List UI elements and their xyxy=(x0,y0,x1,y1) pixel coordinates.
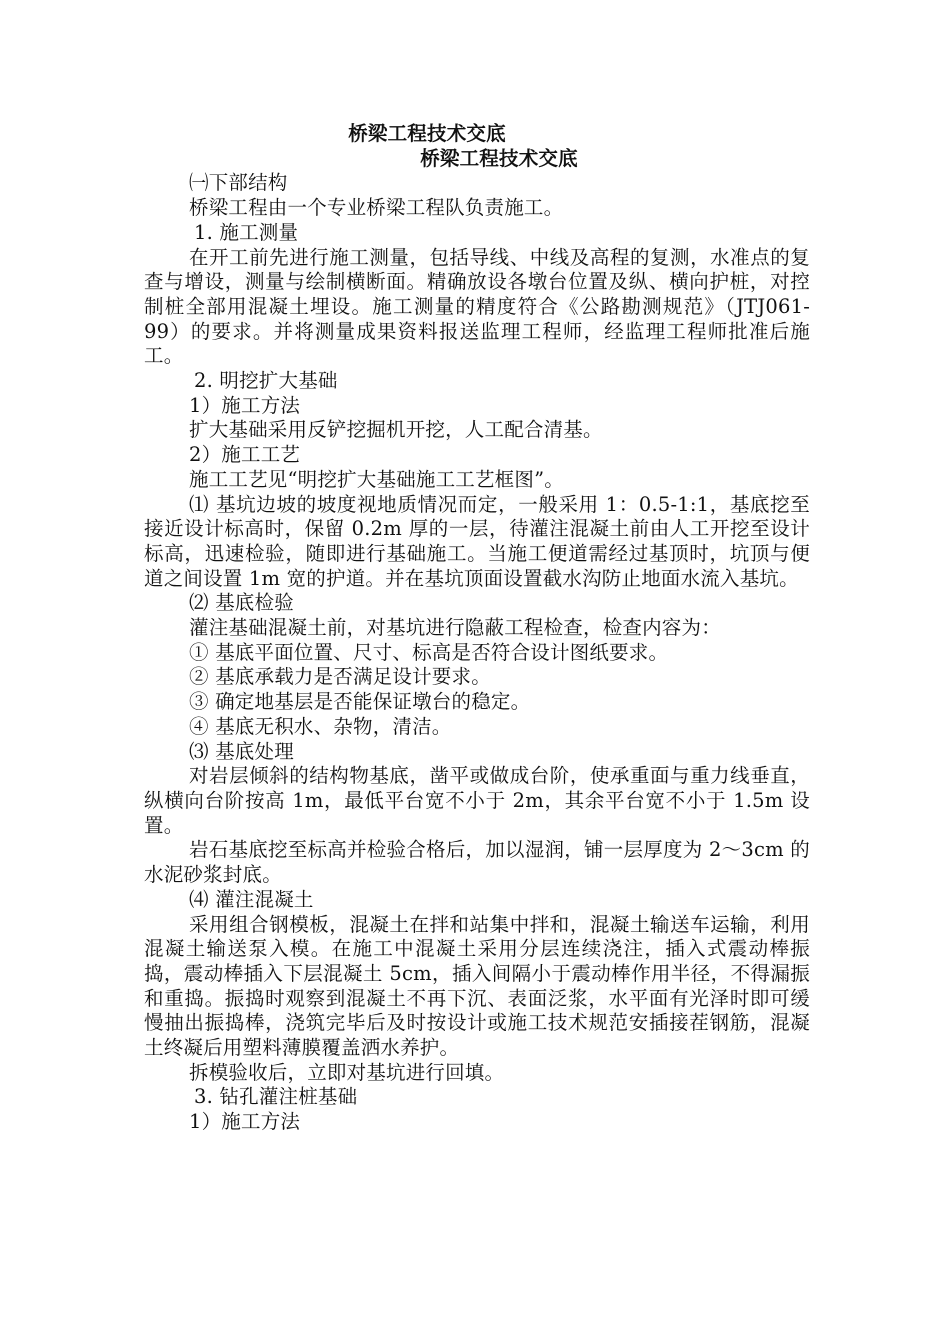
paragraph-rock-base: 岩石基底挖至标高并检验合格后，加以湿润，铺一层厚度为 2～3cm 的水泥砂浆封底。 xyxy=(144,838,810,887)
heading-base-treatment: ⑶ 基底处理 xyxy=(189,739,294,763)
paragraph-process: 施工工艺见“明挖扩大基础施工工艺框图”。 xyxy=(189,467,564,491)
list-item-inspection-2: ② 基底承载力是否满足设计要求。 xyxy=(189,665,491,689)
paragraph-backfill: 拆模验收后，立即对基坑进行回填。 xyxy=(189,1060,505,1084)
paragraph-survey: 在开工前先进行施工测量，包括导线、中线及高程的复测，水准点的复查与增设，测量与绘制横断面。精确放设各墩台位置及纵、横向护桩，对控制桩全部用混凝土埋设。施工测量的精度符合《公路勘测规范》（JTJ061-99）的要求。并将测量成果资料报送监理工程师，经监理工程师批准后施工。 xyxy=(144,245,810,368)
paragraph-method: 扩大基础采用反铲挖掘机开挖，人工配合清基。 xyxy=(189,418,603,442)
subheading-pile-method: 1）施工方法 xyxy=(189,1110,301,1134)
document-title: 桥梁工程技术交底 xyxy=(348,122,506,145)
paragraph-inspection-intro: 灌注基础混凝土前，对基坑进行隐蔽工程检查，检查内容为： xyxy=(189,616,721,640)
heading-open-cut-foundation: 2. 明挖扩大基础 xyxy=(194,369,338,393)
subheading-construction-process: 2）施工工艺 xyxy=(189,443,301,467)
paragraph-intro: 桥梁工程由一个专业桥梁工程队负责施工。 xyxy=(189,196,564,220)
heading-bored-pile: 3. 钻孔灌注桩基础 xyxy=(194,1085,358,1109)
list-item-inspection-1: ① 基底平面位置、尺寸、标高是否符合设计图纸要求。 xyxy=(189,640,669,664)
paragraph-concrete: 采用组合钢模板，混凝土在拌和站集中拌和，混凝土输送车运输，利用混凝土输送泵入模。在施工中混凝土采用分层连续浇注，插入式震动棒振捣，震动棒插入下层混凝土 5cm，插入间隔小于震动棒作用半径，不得漏振和重捣。振捣时观察到混凝土不再下沉、表面泛浆，水平面有光泽时即可缓慢抽出振捣棒，浇筑完毕后及时按设计或施工技术规范安插接茬钢筋，混凝土终凝后用塑料薄膜覆盖洒水养护。 xyxy=(144,912,810,1060)
subheading-construction-method: 1）施工方法 xyxy=(189,393,301,417)
heading-pour-concrete: ⑷ 灌注混凝土 xyxy=(189,887,314,911)
heading-base-inspection: ⑵ 基底检验 xyxy=(189,591,294,615)
list-item-inspection-3: ③ 确定地基层是否能保证墩台的稳定。 xyxy=(189,690,531,714)
list-item-inspection-4: ④ 基底无积水、杂物，清洁。 xyxy=(189,714,452,738)
paragraph-pit-slope: ⑴ 基坑边坡的坡度视地质情况而定，一般采用 1：0.5-1:1，基底挖至接近设计标高时，保留 0.2m 厚的一层，待灌注混凝土前由人工开挖至设计标高，迅速检验，随即进行基础施工。当施工便道需经过基顶时，坑顶与便道之间设置 1m 宽的护道。并在基坑顶面设置截水沟防止地面水流入基坑。 xyxy=(144,492,810,590)
document-title-repeat: 桥梁工程技术交底 xyxy=(420,146,578,170)
document-body xyxy=(144,122,810,1135)
paragraph-inclined-rock: 对岩层倾斜的结构物基底，凿平或做成台阶，使承重面与重力线垂直，纵横向台阶按高 1m，最低平台宽不小于 2m，其余平台宽不小于 1.5m 设置。 xyxy=(144,764,810,837)
section-heading-substructure: ㈠下部结构 xyxy=(189,171,288,195)
heading-construction-survey: 1. 施工测量 xyxy=(194,220,299,244)
